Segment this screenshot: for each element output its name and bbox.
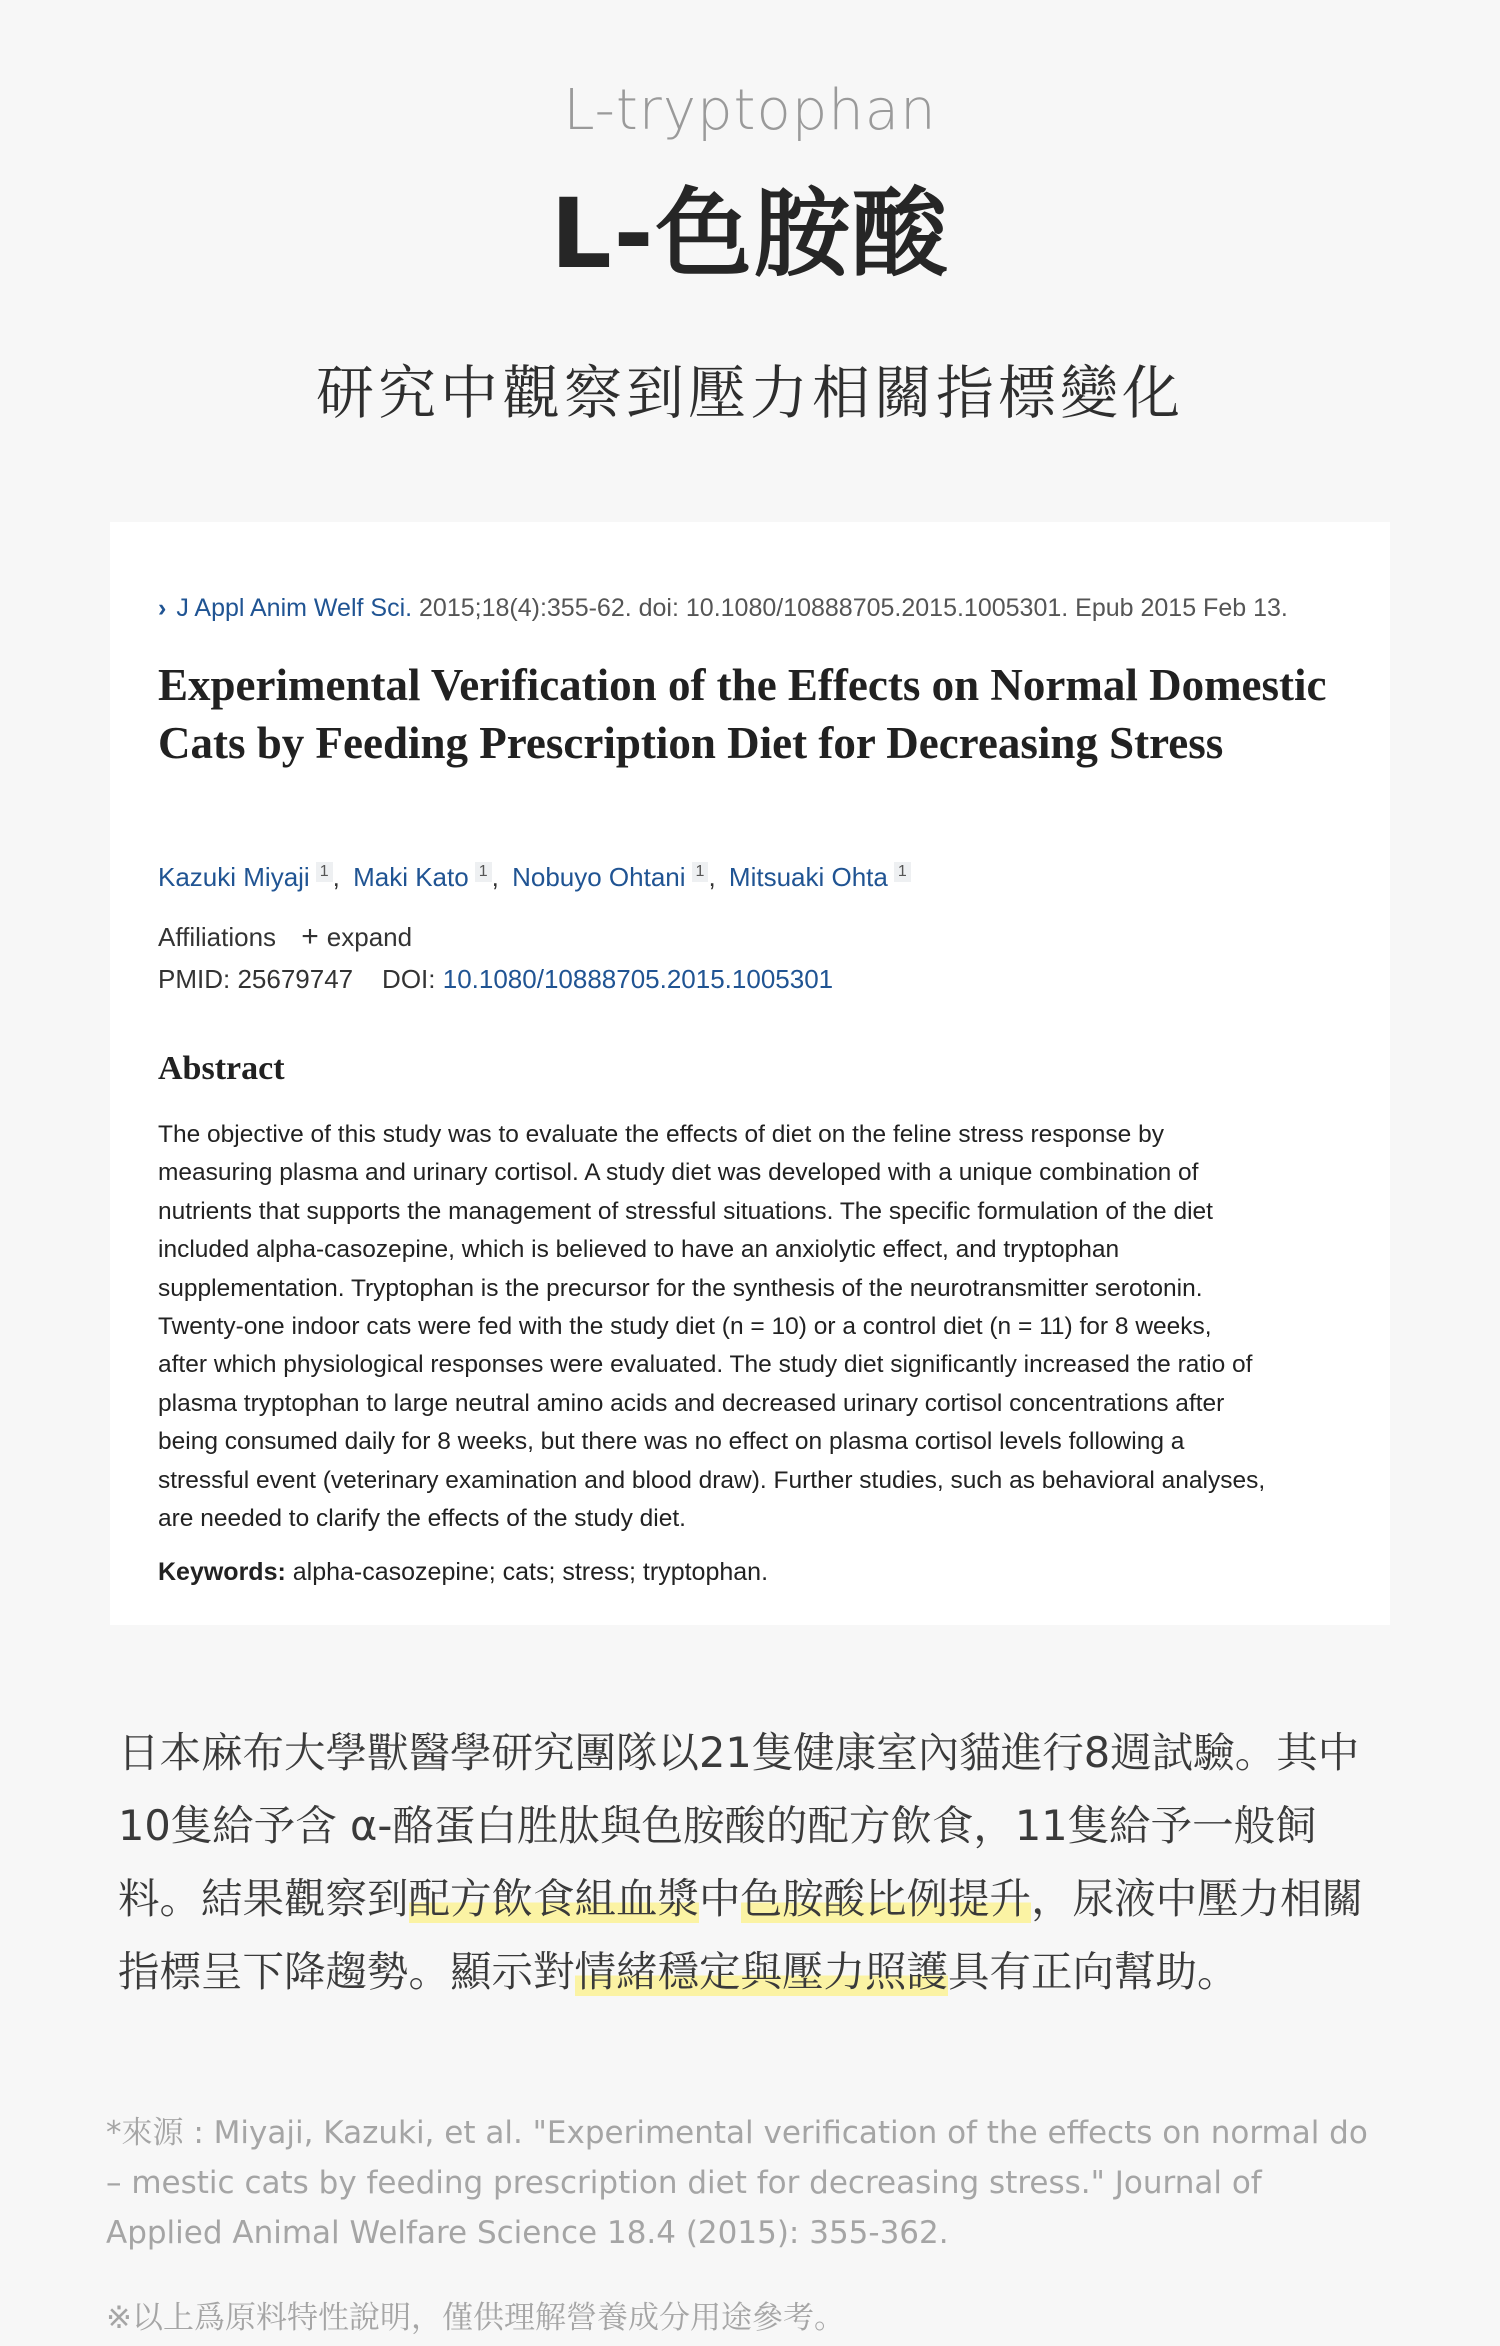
abstract-line: after which physiological responses were evaluated. The study diet significantly increased the ratio of (158, 1351, 1253, 1379)
expand-affiliations-button[interactable] (301, 922, 412, 952)
abstract-line: are needed to clarify the effects of the study diet. (158, 1505, 686, 1533)
author-link[interactable]: Maki Kato (353, 862, 469, 892)
summary-highlight: 配方飲食組血漿 (408, 1874, 700, 1923)
abstract-line: supplementation. Tryptophan is the precursor for the synthesis of the neurotransmitter serotonin. (158, 1274, 1203, 1302)
affiliation-marker[interactable]: 1 (316, 862, 333, 882)
author-list: Kazuki Miyaji 1 , Maki Kato 1 , Nobuyo Ohtani 1 , Mitsuaki Ohta 1 (158, 862, 911, 893)
citation-line (158, 594, 1288, 623)
doi-link[interactable]: 10.1080/10888705.2015.1005301 (442, 964, 834, 994)
journal-link[interactable]: J Appl Anim Welf Sci. (176, 594, 413, 622)
keywords-value: alpha-casozepine; cats; stress; tryptophan. (285, 1558, 769, 1586)
summary-highlight: 色胺酸比例提升 (740, 1874, 1032, 1923)
abstract-line: measuring plasma and urinary cortisol. A study diet was developed with a unique combination of (158, 1159, 1199, 1187)
abstract-line: nutrients that supports the management of stressful situations. The specific formulation of the diet (158, 1197, 1213, 1225)
keywords-row (158, 1558, 768, 1587)
expand-label: expand (326, 922, 413, 952)
abstract-text (158, 1116, 1328, 1538)
affiliations-label: Affiliations (158, 922, 277, 952)
summary-text: 日本麻布大學獸醫學研究團隊以21隻健康室內貓進行8週試驗。其中10隻給予含 α-酪蛋白胜肽與色胺酸的配方飲食，11隻給予一般飼料。結果觀察到 (118, 1728, 1360, 1923)
summary-text: ，尿液中壓力相關指標呈下降趨勢。顯示對 (118, 1874, 1364, 1996)
doi-label: DOI: (382, 964, 436, 994)
article-title: Experimental Verification of the Effects on Normal Domestic Cats by Feeding Prescription Diet for Decreasing Stress (158, 660, 1327, 768)
abstract-line: included alpha-casozepine, which is believed to have an anxiolytic effect, and tryptophan (158, 1236, 1120, 1264)
affiliation-marker[interactable]: 1 (475, 862, 492, 882)
identifiers-row (158, 964, 833, 995)
author-link[interactable]: Nobuyo Ohtani (512, 862, 686, 892)
author-link[interactable]: Mitsuaki Ohta (728, 862, 888, 892)
study-summary (118, 1716, 1382, 2008)
affiliation-marker[interactable]: 1 (894, 862, 911, 882)
summary-text: 具有正向幫助。 (948, 1947, 1239, 1996)
summary-highlight: 情緒穩定與壓力照護 (574, 1947, 949, 1996)
affiliations-row (158, 920, 412, 954)
citation-details: 2015;18(4):355-62. doi: 10.1080/10888705.2015.1005301. Epub 2015 Feb 13. (412, 594, 1288, 622)
plus-icon: + (301, 920, 319, 953)
source-citation: *來源 : Miyaji, Kazuki, et al. "Experimental verification of the effects on normal do – mestic cats by feeding prescription diet for decreasing stress." Journal of Applied Animal Welfare Science 18.4 (2015): 355-362. (106, 2115, 1368, 2251)
chevron-right-icon: › (158, 594, 167, 622)
affiliation-marker[interactable]: 1 (692, 862, 709, 882)
author-link[interactable]: Kazuki Miyaji (158, 862, 310, 892)
abstract-line: stressful event (veterinary examination and blood draw). Further studies, such as behavioral analyses, (158, 1466, 1266, 1494)
keywords-label: Keywords: (158, 1558, 286, 1586)
summary-text: 中 (699, 1874, 741, 1923)
abstract-line: plasma tryptophan to large neutral amino acids and decreased urinary cortisol concentrations after (158, 1389, 1225, 1417)
paper-card (110, 522, 1390, 1625)
page-subtitle: 研究中觀察到壓力相關指標變化 (315, 359, 1184, 427)
abstract-line: The objective of this study was to evaluate the effects of diet on the feline stress response by (158, 1121, 1164, 1148)
pmid: PMID: 25679747 (158, 964, 354, 994)
page-title: L-色胺酸 (550, 178, 950, 290)
disclaimer-note: ※以上爲原料特性說明，僅供理解營養成分用途參考。 (106, 2300, 845, 2336)
abstract-line: being consumed daily for 8 weeks, but there was no effect on plasma cortisol levels following a (158, 1428, 1185, 1456)
abstract-heading: Abstract (158, 1050, 285, 1087)
ingredient-english-name: L-tryptophan (563, 78, 937, 143)
abstract-line: Twenty-one indoor cats were fed with the study diet (n = 10) or a control diet (n = 11) for 8 weeks, (158, 1313, 1212, 1341)
